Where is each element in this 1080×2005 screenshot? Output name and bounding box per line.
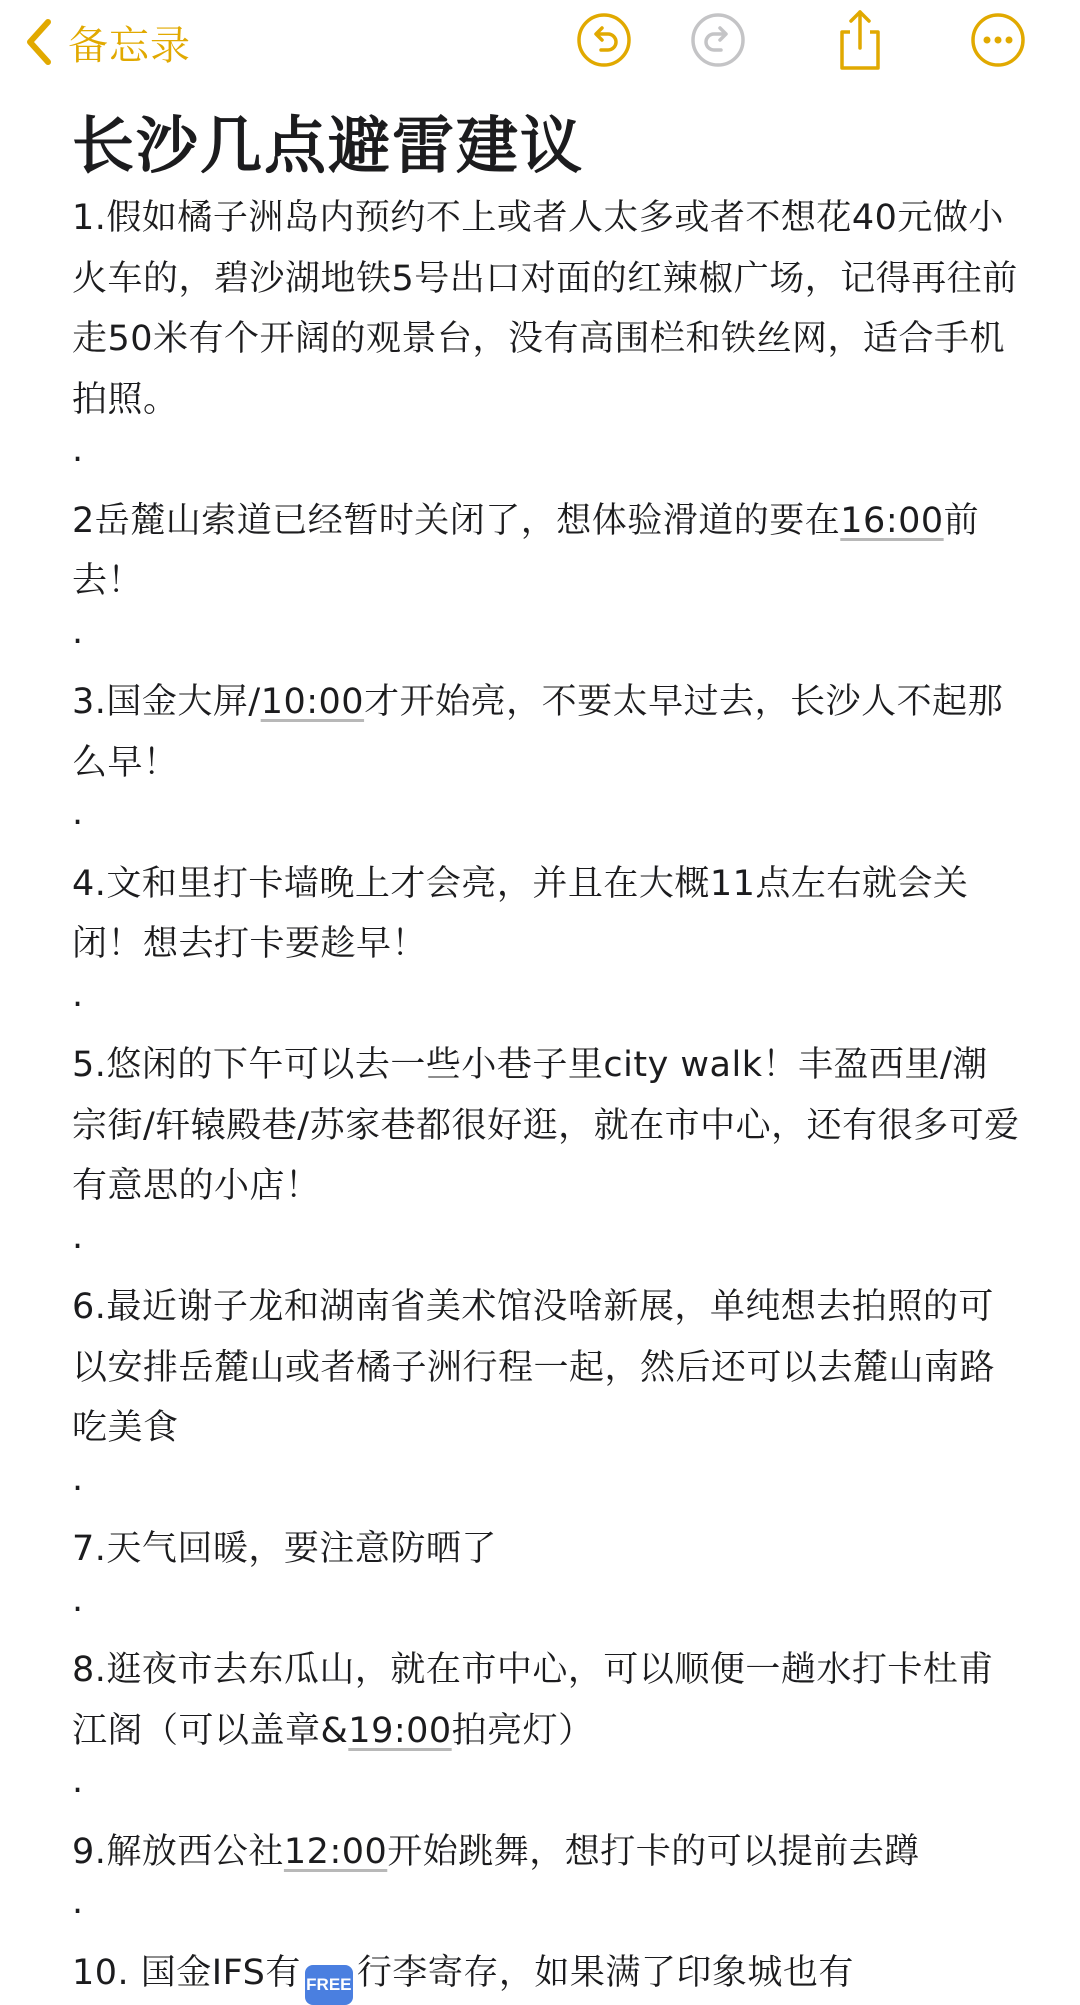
navigation-bar (0, 0, 1080, 90)
separator-dot: · (72, 621, 84, 662)
time-link-1200[interactable]: 12:00 (283, 1831, 388, 1872)
note-item-5: 5.悠闲的下午可以去一些小巷子里city walk！丰盈西里/潮宗街/轩辕殿巷/苏家巷都很好逛，就在市中心，还有很多可爱有意思的小店！ (72, 1045, 1020, 1206)
separator-dot: · (72, 803, 84, 843)
note-item-6: 6.最近谢子龙和湖南省美术馆没啥新展，单纯想去拍照的可以安排岳麓山或者橘子洲行程一起，然后还可以去麓山南路吃美食 (72, 1287, 996, 1448)
note-item-2-text-end: 前去！ (72, 500, 980, 601)
separator-dot: · (72, 1468, 84, 1509)
note-item-3-text: 3.国金大屏/ (72, 682, 261, 722)
note-item-7: 7.天气回暖，要注意防晒了 (72, 1529, 497, 1569)
undo-icon (576, 12, 632, 72)
note-item-10-text: 10. 国金IFS有 (72, 1952, 301, 1993)
separator-dot: · (72, 1226, 84, 1267)
more-icon (970, 12, 1026, 72)
back-label: 备忘录 (68, 22, 191, 69)
note-item-9 (72, 1822, 1022, 1883)
chevron-left-icon (24, 16, 54, 68)
note-body[interactable] (72, 188, 1022, 2005)
note-item-3 (72, 672, 1022, 793)
note-item-10 (72, 1943, 1022, 2005)
note-item-4: 4.文和里打卡墙晚上才会亮，并且在大概11点左右就会关闭！想去打卡要趁早！ (72, 863, 969, 964)
note-title[interactable]: 长沙几点避雷建议 (72, 109, 585, 182)
time-link-1600[interactable]: 16:00 (840, 500, 944, 541)
note-item-9-text-end: 开始跳舞，想打卡的可以提前去蹲 (387, 1831, 920, 1872)
undo-button[interactable] (574, 12, 634, 72)
redo-icon (690, 12, 746, 72)
note-item-8-text: 8.逛夜市去东瓜山，就在市中心，可以顺便一趟水打卡杜甫江阁（可以盖章& (72, 1650, 994, 1751)
time-link-1900[interactable]: 19:00 (348, 1710, 452, 1751)
note-item-10-text-end: 行李寄存，如果满了印象城也有 (356, 1952, 854, 1993)
share-button[interactable] (830, 12, 890, 72)
back-button[interactable] (24, 10, 191, 74)
separator-dot: · (72, 1589, 84, 1630)
note-item-2 (72, 491, 1022, 612)
separator-dot: · (72, 440, 84, 480)
time-link-1000[interactable]: 10:00 (260, 682, 365, 722)
separator-dot: · (72, 1771, 84, 1811)
note-item-9-text: 9.解放西公社 (72, 1831, 284, 1872)
more-button[interactable] (968, 12, 1028, 72)
note-item-2-text: 2岳麓山索道已经暂时关闭了，想体验滑道的要在 (72, 500, 841, 541)
separator-dot: · (72, 984, 84, 1025)
redo-button[interactable] (688, 12, 748, 72)
free-icon: FREE (305, 1965, 353, 2005)
note-item-8-text-end: 拍亮灯） (451, 1710, 594, 1751)
separator-dot: · (72, 1892, 84, 1932)
note-item-8 (72, 1640, 1022, 1761)
share-icon (832, 8, 888, 76)
note-item-3-text-end: 才开始亮，不要太早过去，长沙人不起那么早！ (72, 682, 1004, 783)
note-item-1: 1.假如橘子洲岛内预约不上或者人太多或者不想花40元做小火车的，碧沙湖地铁5号出口对面的红辣椒广场，记得再往前走50米有个开阔的观景台，没有高围栏和铁丝网，适合手机拍照。 (72, 198, 1018, 420)
